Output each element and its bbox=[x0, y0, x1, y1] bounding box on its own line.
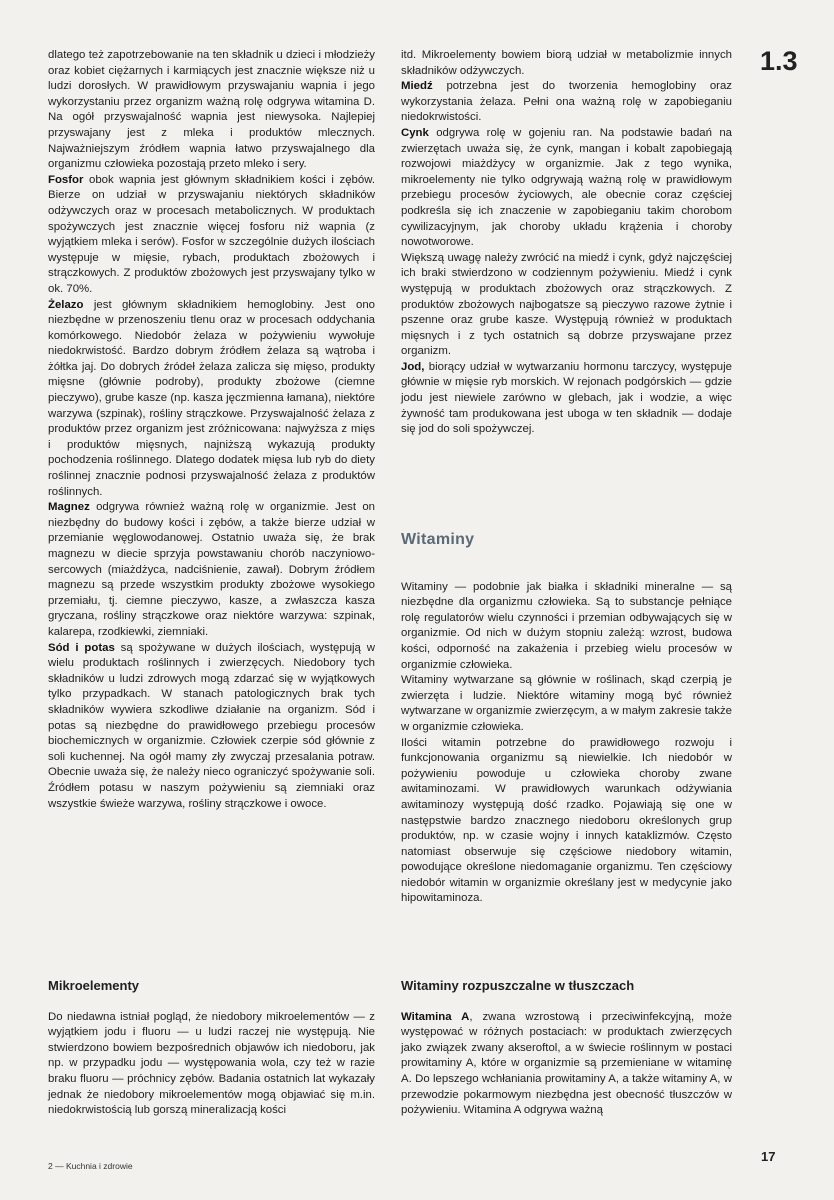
paragraph-iron-text: jest głównym składnikiem hemoglobiny. Jest ono niezbędne w przenoszeniu tlenu oraz w procesach oddychania komórkowego. Niedobór żelaza w pożywieniu wywołuje niedokrwistość. Bardzo dobrym źródłem żelaza są wątroba i żółtka jaj. Do dobrych źródeł żelaza zalicza się mięso, produkty mięsne (głównie podroby), produkty zbożowe (ciemne pieczywo), grube kasze (np. kasza jęczmienna łamana), niektóre warzywa (szpinak), rośliny strączkowe. Przyswajalność żelaza z produktów przez organizm jest zróżnicowana: najwyższa z mięs i produktów mięsnych, najniższą wykazują produkty pochodzenia roślinnego. Dlatego dodatek mięsa lub ryb do diety roślinnej znacznie podnosi przyswajalność żelaza z produktów roślinnych. bbox=[48, 298, 375, 498]
paragraph-phosphorus bbox=[48, 173, 375, 298]
term-zelazo: Żelazo bbox=[48, 298, 84, 311]
paragraph-witaminy-deficiency: Ilości witamin potrzebne do prawidłowego rozwoju i funkcjonowania organizmu są niewielkie. Ich niedobór w pożywieniu powoduje u człowieka choroby zwane awitaminozami. W prawidłowych warunkach odżywiania awitaminozy występują dość rzadko. Pojawiają się one w następstwie bardzo znacznego niedoboru określonych grup produktów, np. w czasie wojny i innych kataklizmów. Często natomiast obserwuje się częściowe niedobory witamin, powodujące określone niedomaganie organizmu. Ten częściowy niedobór witamin w organizmie określany jest w medycynie jako hipowitaminoza. bbox=[401, 736, 732, 905]
paragraph-copper-text: potrzebna jest do tworzenia hemoglobiny oraz wykorzystania żelaza. Pełni ona ważną rolę w zapobieganiu niedokrwistości. bbox=[401, 80, 732, 124]
chapter-number: 1.3 bbox=[760, 46, 798, 76]
page-number: 17 bbox=[761, 1149, 776, 1164]
paragraph-magnesium bbox=[48, 500, 375, 640]
paragraph-iodine bbox=[401, 360, 732, 438]
paragraph-calcium-text: dlatego też zapotrzebowanie na ten składnik u dzieci i młodzieży oraz kobiet ciężarnych i karmiących jest znacznie większe niż u ludzi dorosłych. W prawidłowym przyswajaniu wapnia i jego wykorzystaniu przez organizm ważną rolę odgrywa witamina D. Na ogół przyswajalność wapnia jest niewysoka. Najlepiej przyswajany jest z mleka i produktów mlecznych. Najważniejszym źródłem wapnia łatwo przyswajalnego dla organizmu człowieka pozostają przeto mleko i sery. bbox=[48, 49, 375, 171]
paragraph-copper bbox=[401, 79, 732, 126]
footer-source-note: 2 — Kuchnia i zdrowie bbox=[48, 1161, 133, 1171]
paragraph-vitamin-a-text: , zwana wzrostową i przeciwinfekcyjną, może występować w różnych postaciach: w produktach zwierzęcych jako związek zwany akseroftol, a w świecie roślinnym w postaci prowitaminy A, które w organizmie są przemieniane w witaminę A. Do lepszego wchłaniania prowitaminy A, a także witaminy A, w przewodzie pokarmowym niezbędna jest obecność tłuszczów w pożywieniu. Witamina A odgrywa ważną bbox=[401, 1010, 732, 1117]
paragraph-mikro-cont: itd. Mikroelementy bowiem biorą udział w metabolizmie innych składników odżywczych. bbox=[401, 49, 732, 77]
term-witamina-a: Witamina A bbox=[401, 1010, 470, 1023]
paragraph-sodium bbox=[48, 641, 375, 813]
paragraph-vitamin-a bbox=[401, 1010, 732, 1119]
paragraph-witaminy-source: Witaminy wytwarzane są głównie w roślinach, skąd czerpią je zwierzęta i ludzie. Niektóre witaminy mogą być również wytwarzane w organizmie zwierzęcym, a w małym zakresie także w organizmie człowieka. bbox=[401, 674, 732, 733]
paragraph-mikroelementy: Do niedawna istniał pogląd, że niedobory mikroelementów — z wyjątkiem jodu i fluoru — u ludzi raczej nie występują. Nie stwierdzono bowiem bezpośrednich objawów ich niedoboru, jak np. w przypadku jodu — występowania wola, czy też w razie braku fluoru — próchnicy zębów. Badania ostatnich lat wykazały jednak że niedobory mikroelementów mogą objawiać się m.in. niedokrwistością lub gorszą mineralizacją kości bbox=[48, 1010, 375, 1117]
term-sod-potas: Sód i potas bbox=[48, 641, 115, 654]
heading-fat-soluble-vitamins: Witaminy rozpuszczalne w tłuszczach bbox=[401, 978, 635, 993]
paragraph-iron bbox=[48, 298, 375, 501]
paragraph-calcium bbox=[48, 48, 375, 173]
paragraph-magnesium-text: odgrywa również ważną rolę w organizmie. Jest on niezbędny do budowy kości i zębów, a także bierze udział w przemianie węglowodanowej. Ostatnio uważa się, że brak magnezu w diecie sprzyja powstawaniu chorób naczyniowo-sercowych (miażdżyca, nadciśnienie, zawał). Dobrym źródłem magnezu są przede wszystkim produkty zbożowe wysokiego przemiału, tj. ciemne pieczywo, kasze, a zwłaszcza kasza gryczana, rośliny strączkowe oraz niektóre warzywa: szpinak, kalarepa, rzodkiewki, ziemniaki. bbox=[48, 501, 375, 638]
term-magnez: Magnez bbox=[48, 501, 90, 514]
term-fosfor: Fosfor bbox=[48, 173, 84, 186]
term-miedz: Miedź bbox=[401, 80, 433, 93]
paragraph-zinc-text: odgrywa rolę w gojeniu ran. Na podstawie badań na zwierzętach uważa się, że cynk, mangan i kobalt zapobiegają rozwojowi miażdżycy w organizmie. Jak z tego wynika, mikroelementy nie tylko odgrywają ważną rolę w prawidłowym przebiegu procesów życiowych, ale obecnie coraz częściej podkreśla się ich znaczenie w zapobieganiu takim chorobom cywilizacyjnym, jak choroby układu krążenia i choroby nowotworowe. bbox=[401, 126, 732, 249]
paragraph-phosphorus-text: obok wapnia jest głównym składnikiem kości i zębów. Bierze on udział w przyswajaniu niektórych składników odżywczych oraz w procesach metabolicznych. W produktach spożywczych jest znacznie więcej fosforu niż wapnia (z wyjątkiem mleka i serów). Fosfor w szczególnie dużych ilościach występuje w mięsie, rybach, produktach zbożowych i strączkowych. Z produktów zbożowych jest przyswajany tylko w ok. 70%. bbox=[48, 173, 375, 295]
paragraph-iodine-text: biorący udział w wytwarzaniu hormonu tarczycy, występuje głównie w mięsie ryb morskich. W rejonach podgórskich — gdzie jodu jest niewiele zarówno w glebach, jak i wodzie, a więc żywność tam produkowana jest uboga w ten składnik — dodaje się jod do soli spożywczej. bbox=[401, 360, 732, 436]
right-text-top bbox=[401, 48, 732, 438]
paragraph-copper-zinc: Większą uwagę należy zwrócić na miedź i cynk, gdyż najczęściej ich braki stwierdzono w codziennym pożywieniu. Miedź i cynk występują w produktach zbożowych oraz strączkowych. Z produktów zbożowych najbogatsze są pieczywo razowe żytnie i pszenne oraz grube kasze. Występują również w produktach mięsnych i z tych ostatnich są dobrze przyswajane przez organizm. bbox=[401, 251, 732, 358]
paragraph-witaminy-intro: Witaminy — podobnie jak białka i składniki mineralne — są niezbędne dla organizmu człowieka. Są to substancje pełniące rolę regulatorów wielu czynności i przemian odbywających się w organizmie. Od nich w dużym stopniu zależą: wzrost, budowa kości, odporność na zakażenia i przebieg wielu procesów w organizmie człowieka. bbox=[401, 580, 732, 671]
paragraph-sodium-text: są spożywane w dużych ilościach, występują w wielu produktach roślinnych i zwierzęcych. Niedobory tych składników u ludzi zdrowych mogą zdarzać się w wyjątkowych tylko przypadkach. W stanach patologicznych brak tych składników wywiera szkodliwe działanie na organizm. Sód i potas są niezbędne do prawidłowego przebiegu procesów biochemicznych w organizmie. Człowiek czerpie sód głównie z soli kuchennej. Na ogół mamy zły zwyczaj przesalania potraw. Obecnie uważa się, że należy nieco ograniczyć spożywanie soli. Źródłem potasu w naszym pożywieniu są ziemniaki oraz wszystkie świeże warzywa, rośliny strączkowe i owoce. bbox=[48, 641, 375, 810]
section-mikroelementy bbox=[48, 978, 375, 1119]
section-fat-soluble bbox=[401, 978, 732, 1119]
heading-witaminy: Witaminy bbox=[401, 531, 475, 548]
term-cynk: Cynk bbox=[401, 126, 429, 139]
paragraph-zinc bbox=[401, 126, 732, 251]
left-text-top bbox=[48, 48, 375, 812]
heading-mikroelementy: Mikroelementy bbox=[48, 978, 140, 993]
section-witaminy bbox=[401, 532, 732, 907]
term-jod: Jod, bbox=[401, 360, 425, 373]
